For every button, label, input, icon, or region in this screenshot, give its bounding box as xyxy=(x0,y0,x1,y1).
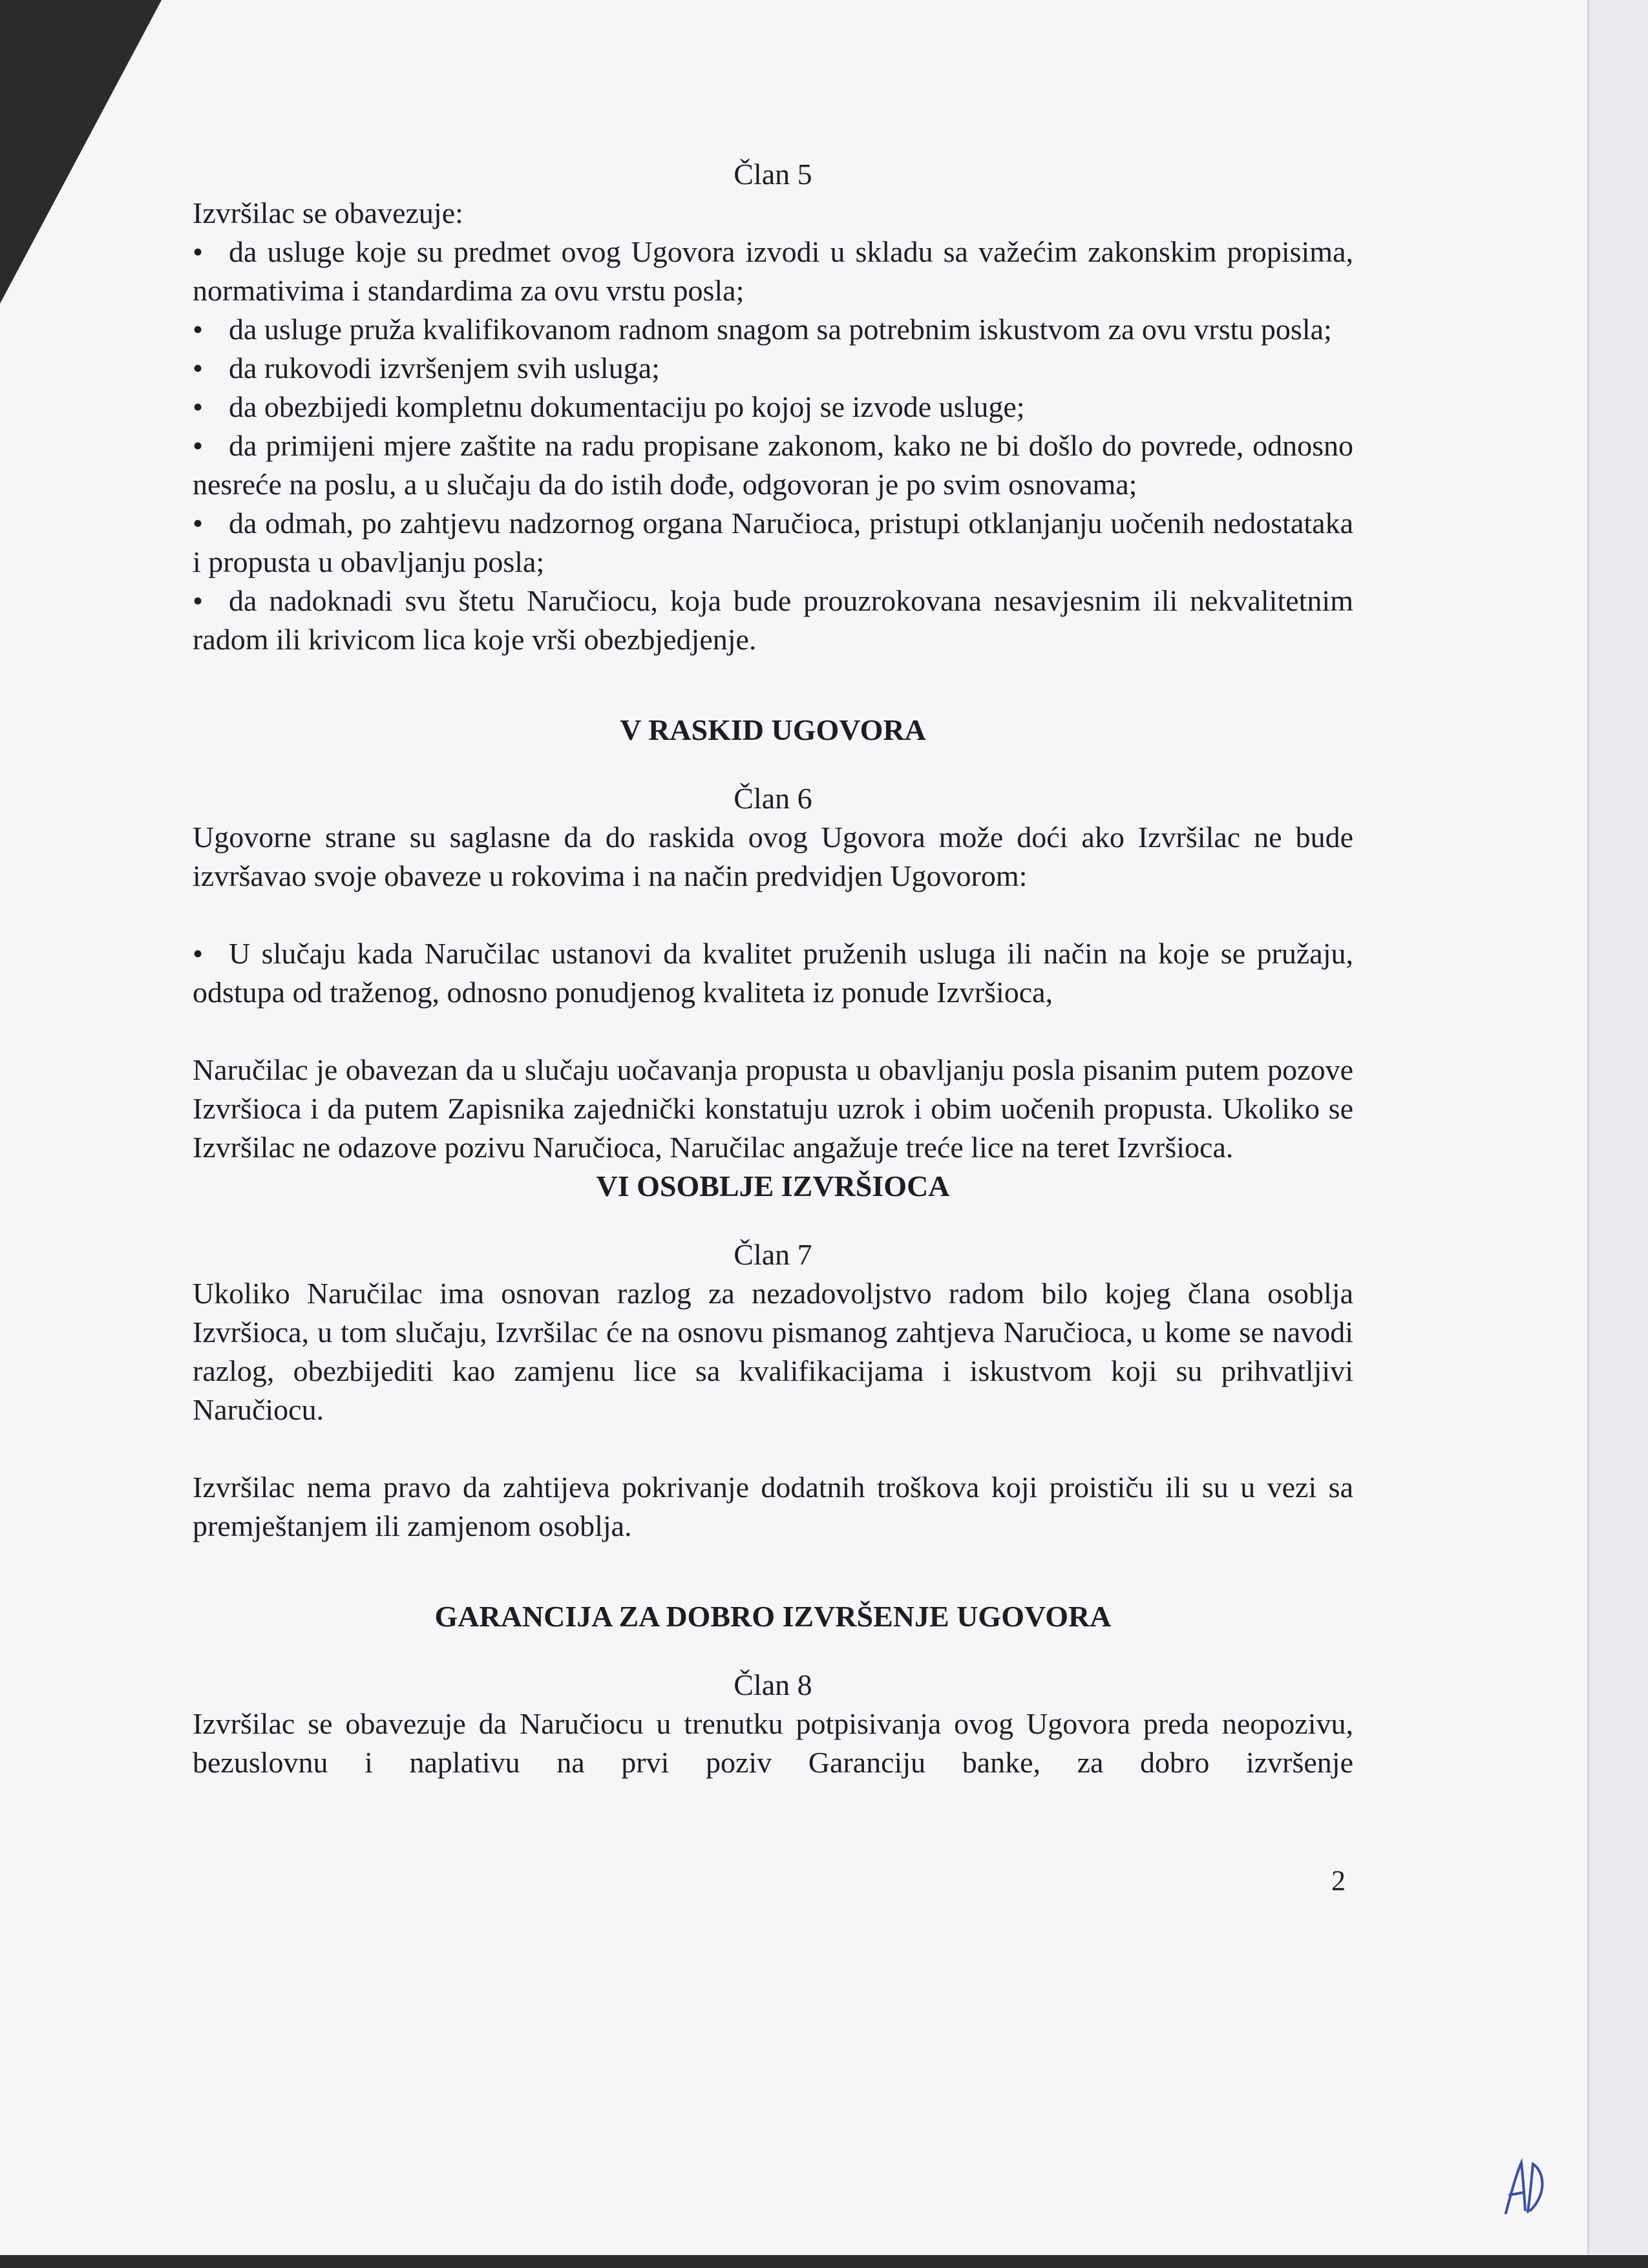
list-item: • da primijeni mjere zaštite na radu propisane zakonom, kako ne bi došlo do povrede, odnosno nesreće na poslu, a u slučaju da do istih dođe, odgovoran je po svim osnovama; xyxy=(193,426,1353,504)
bullet-icon: • xyxy=(193,507,204,540)
list-item: • da odmah, po zahtjevu nadzornog organa Naručioca, pristupi otklanjanju uočenih nedostataka i propusta u obavljanju posla; xyxy=(193,504,1353,582)
bullet-icon: • xyxy=(193,937,204,970)
bullet-icon: • xyxy=(193,390,204,423)
list-item: • U slučaju kada Naručilac ustanovi da kvalitet pruženih usluga ili način na koje se pružaju, odstupa od traženog, odnosno ponudjenog kvaliteta iz ponude Izvršioca, xyxy=(193,934,1353,1012)
bullet-icon: • xyxy=(193,313,204,346)
bullet-icon: • xyxy=(193,429,204,462)
section-title-raskid: V RASKID UGOVORA xyxy=(620,713,926,746)
clan-8-heading: Član 8 xyxy=(734,1668,812,1701)
clan-8-paragraph: Izvršilac se obavezuje da Naručiocu u trenutku potpisivanja ovog Ugovora preda neopozivu, bezuslovnu i naplativu na prvi poziv Garanciju banke, za dobro izvršenje xyxy=(193,1707,1353,1779)
list-item: • da nadoknadi svu štetu Naručiocu, koja bude prouzrokovana nesavjesnim ili nekvalitetnim radom ili krivicom lica koje vrši obezbjedjenje. xyxy=(193,582,1353,659)
clan-6-paragraph: Ugovorne strane su saglasne da do raskida ovog Ugovora može doći ako Izvršilac ne bude izvršavao svoje obaveze u rokovima i na način predvidjen Ugovorom: xyxy=(193,821,1353,892)
document-body xyxy=(193,155,1353,1782)
list-item: • da rukovodi izvršenjem svih usluga; xyxy=(193,349,1353,388)
scan-border xyxy=(0,2255,1648,2268)
list-item: • da usluge koje su predmet ovog Ugovora izvodi u skladu sa važećim zakonskim propisima, normativima i standardima za ovu vrstu posla; xyxy=(193,233,1353,310)
section-title-garancija: GARANCIJA ZA DOBRO IZVRŠENJE UGOVORA xyxy=(434,1600,1112,1633)
handwritten-initials xyxy=(1499,2155,1551,2220)
list-item: • da usluge pruža kvalifikovanom radnom snagom sa potrebnim iskustvom za ovu vrstu posla; xyxy=(193,310,1353,349)
bullet-icon: • xyxy=(193,584,204,617)
clan-5-intro: Izvršilac se obavezuje: xyxy=(193,196,463,229)
clan-7-paragraph-2: Izvršilac nema pravo da zahtijeva pokrivanje dodatnih troškova koji proističu ili su u vezi sa premještanjem ili zamjenom osoblja. xyxy=(193,1471,1353,1542)
clan-7-paragraph: Ukoliko Naručilac ima osnovan razlog za nezadovoljstvo radom bilo kojeg člana osoblja Izvršioca, u tom slučaju, Izvršilac će na osnovu pismanog zahtjeva Naručioca, u kome se navodi razlog, obezbijediti kao zamjenu lice sa kvalifikacijama i iskustvom koji su prihvatljivi Naručiocu. xyxy=(193,1277,1353,1426)
bullet-icon: • xyxy=(193,352,204,384)
bullet-icon: • xyxy=(193,235,204,268)
section-title-osoblje: VI OSOBLJE IZVRŠIOCA xyxy=(596,1170,950,1202)
clan-6-heading: Član 6 xyxy=(734,782,812,815)
clan-5-heading: Član 5 xyxy=(734,158,812,191)
page-number: 2 xyxy=(1331,1865,1346,1896)
list-item: • da obezbijedi kompletnu dokumentaciju po kojoj se izvode usluge; xyxy=(193,388,1353,426)
clan-6-paragraph-2: Naručilac je obavezan da u slučaju uočavanja propusta u obavljanju posla pisanim putem pozove Izvršioca i da putem Zapisnika zajednički konstatuju uzrok i obim uočenih propusta. Ukoliko se Izvršilac ne odazove pozivu Naručioca, Naručilac angažuje treće lice na teret Izvršioca. xyxy=(193,1053,1353,1164)
clan-7-heading: Član 7 xyxy=(734,1238,812,1271)
